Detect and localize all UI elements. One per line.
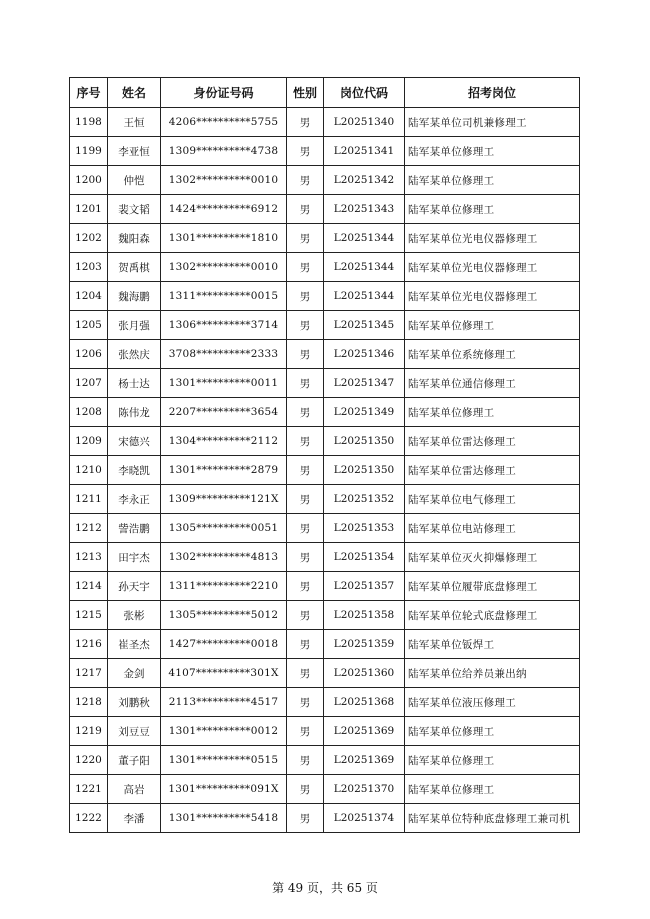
cell-name: 孙天宇 — [108, 572, 161, 601]
cell-gender: 男 — [287, 224, 324, 253]
cell-post-code: L20251350 — [324, 427, 405, 456]
cell-id-number: 2207**********3654 — [161, 398, 287, 427]
cell-id-number: 2113**********4517 — [161, 688, 287, 717]
table-row — [70, 543, 580, 572]
col-header-post-code: 岗位代码 — [324, 78, 405, 108]
table-row — [70, 456, 580, 485]
cell-gender: 男 — [287, 717, 324, 746]
table-row — [70, 282, 580, 311]
table-row — [70, 804, 580, 833]
cell-id-number: 1301**********2879 — [161, 456, 287, 485]
table-row — [70, 775, 580, 804]
cell-post-code: L20251352 — [324, 485, 405, 514]
table-row — [70, 311, 580, 340]
cell-serial: 1200 — [70, 166, 108, 195]
cell-gender: 男 — [287, 166, 324, 195]
cell-post-code: L20251344 — [324, 282, 405, 311]
table-row — [70, 688, 580, 717]
col-header-gender: 性别 — [287, 78, 324, 108]
table-row — [70, 224, 580, 253]
cell-name: 张彬 — [108, 601, 161, 630]
cell-post: 陆军某单位修理工 — [405, 137, 580, 166]
cell-post: 陆军某单位给养员兼出纳 — [405, 659, 580, 688]
cell-name: 王恒 — [108, 108, 161, 137]
cell-serial: 1217 — [70, 659, 108, 688]
cell-id-number: 1301**********0011 — [161, 369, 287, 398]
cell-name: 贺禹棋 — [108, 253, 161, 282]
cell-post: 陆军某单位液压修理工 — [405, 688, 580, 717]
cell-post-code: L20251353 — [324, 514, 405, 543]
cell-name: 李亚恒 — [108, 137, 161, 166]
cell-name: 李潘 — [108, 804, 161, 833]
cell-gender: 男 — [287, 137, 324, 166]
cell-serial: 1199 — [70, 137, 108, 166]
cell-serial: 1220 — [70, 746, 108, 775]
cell-gender: 男 — [287, 804, 324, 833]
cell-serial: 1207 — [70, 369, 108, 398]
cell-gender: 男 — [287, 311, 324, 340]
cell-serial: 1214 — [70, 572, 108, 601]
cell-gender: 男 — [287, 601, 324, 630]
cell-gender: 男 — [287, 253, 324, 282]
cell-id-number: 1302**********4813 — [161, 543, 287, 572]
cell-gender: 男 — [287, 340, 324, 369]
cell-post-code: L20251369 — [324, 717, 405, 746]
cell-post: 陆军某单位司机兼修理工 — [405, 108, 580, 137]
cell-id-number: 1309**********121X — [161, 485, 287, 514]
cell-post-code: L20251369 — [324, 746, 405, 775]
cell-id-number: 1301**********091X — [161, 775, 287, 804]
cell-post-code: L20251350 — [324, 456, 405, 485]
table-row — [70, 108, 580, 137]
cell-id-number: 1301**********5418 — [161, 804, 287, 833]
cell-post-code: L20251341 — [324, 137, 405, 166]
cell-post-code: L20251349 — [324, 398, 405, 427]
cell-id-number: 3708**********2333 — [161, 340, 287, 369]
cell-post: 陆军某单位光电仪器修理工 — [405, 224, 580, 253]
table-row — [70, 427, 580, 456]
cell-id-number: 1301**********1810 — [161, 224, 287, 253]
cell-serial: 1219 — [70, 717, 108, 746]
cell-id-number: 1301**********0012 — [161, 717, 287, 746]
table-row — [70, 630, 580, 659]
cell-post-code: L20251346 — [324, 340, 405, 369]
cell-post: 陆军某单位修理工 — [405, 398, 580, 427]
cell-serial: 1210 — [70, 456, 108, 485]
roster-table — [69, 77, 580, 833]
cell-gender: 男 — [287, 688, 324, 717]
cell-post-code: L20251344 — [324, 253, 405, 282]
cell-serial: 1212 — [70, 514, 108, 543]
cell-post: 陆军某单位通信修理工 — [405, 369, 580, 398]
cell-post: 陆军某单位电气修理工 — [405, 485, 580, 514]
cell-gender: 男 — [287, 282, 324, 311]
cell-serial: 1209 — [70, 427, 108, 456]
table-row — [70, 369, 580, 398]
cell-post-code: L20251347 — [324, 369, 405, 398]
cell-id-number: 4206**********5755 — [161, 108, 287, 137]
cell-name: 陈伟龙 — [108, 398, 161, 427]
col-header-post: 招考岗位 — [405, 78, 580, 108]
cell-post: 陆军某单位雷达修理工 — [405, 427, 580, 456]
cell-name: 訾浩鹏 — [108, 514, 161, 543]
table-row — [70, 398, 580, 427]
cell-name: 田宇杰 — [108, 543, 161, 572]
cell-gender: 男 — [287, 456, 324, 485]
cell-gender: 男 — [287, 746, 324, 775]
cell-post-code: L20251345 — [324, 311, 405, 340]
cell-serial: 1201 — [70, 195, 108, 224]
cell-serial: 1218 — [70, 688, 108, 717]
cell-gender: 男 — [287, 659, 324, 688]
cell-serial: 1211 — [70, 485, 108, 514]
table-row — [70, 601, 580, 630]
cell-post: 陆军某单位修理工 — [405, 166, 580, 195]
cell-gender: 男 — [287, 108, 324, 137]
cell-id-number: 1301**********0515 — [161, 746, 287, 775]
table-row — [70, 485, 580, 514]
table-row — [70, 659, 580, 688]
cell-post-code: L20251354 — [324, 543, 405, 572]
cell-id-number: 1305**********0051 — [161, 514, 287, 543]
cell-post: 陆军某单位特种底盘修理工兼司机 — [405, 804, 580, 833]
cell-id-number: 4107**********301X — [161, 659, 287, 688]
header-row — [70, 78, 580, 108]
cell-id-number: 1305**********5012 — [161, 601, 287, 630]
cell-name: 李晓凯 — [108, 456, 161, 485]
col-header-name: 姓名 — [108, 78, 161, 108]
table-row — [70, 253, 580, 282]
cell-post: 陆军某单位雷达修理工 — [405, 456, 580, 485]
cell-post: 陆军某单位灭火抑爆修理工 — [405, 543, 580, 572]
cell-post-code: L20251357 — [324, 572, 405, 601]
cell-serial: 1221 — [70, 775, 108, 804]
cell-name: 魏阳森 — [108, 224, 161, 253]
cell-post-code: L20251342 — [324, 166, 405, 195]
table-row — [70, 195, 580, 224]
cell-post: 陆军某单位修理工 — [405, 717, 580, 746]
cell-id-number: 1427**********0018 — [161, 630, 287, 659]
page-footer: 第 49 页，共 65 页 — [272, 881, 378, 895]
cell-name: 刘鹏秋 — [108, 688, 161, 717]
cell-post-code: L20251370 — [324, 775, 405, 804]
cell-serial: 1208 — [70, 398, 108, 427]
cell-gender: 男 — [287, 543, 324, 572]
cell-gender: 男 — [287, 572, 324, 601]
cell-id-number: 1302**********0010 — [161, 253, 287, 282]
cell-post-code: L20251340 — [324, 108, 405, 137]
col-header-serial: 序号 — [70, 78, 108, 108]
cell-serial: 1198 — [70, 108, 108, 137]
cell-post-code: L20251359 — [324, 630, 405, 659]
cell-gender: 男 — [287, 427, 324, 456]
cell-name: 仲恺 — [108, 166, 161, 195]
cell-post: 陆军某单位光电仪器修理工 — [405, 253, 580, 282]
cell-serial: 1215 — [70, 601, 108, 630]
cell-post: 陆军某单位修理工 — [405, 746, 580, 775]
cell-serial: 1204 — [70, 282, 108, 311]
cell-name: 魏海鹏 — [108, 282, 161, 311]
cell-name: 崔圣杰 — [108, 630, 161, 659]
table-row — [70, 340, 580, 369]
table-row — [70, 137, 580, 166]
table-row — [70, 166, 580, 195]
cell-name: 裴文韬 — [108, 195, 161, 224]
cell-post: 陆军某单位轮式底盘修理工 — [405, 601, 580, 630]
cell-post: 陆军某单位修理工 — [405, 775, 580, 804]
cell-name: 高岩 — [108, 775, 161, 804]
cell-name: 董子阳 — [108, 746, 161, 775]
cell-gender: 男 — [287, 398, 324, 427]
cell-post-code: L20251358 — [324, 601, 405, 630]
cell-post: 陆军某单位修理工 — [405, 311, 580, 340]
cell-post-code: L20251360 — [324, 659, 405, 688]
cell-id-number: 1302**********0010 — [161, 166, 287, 195]
cell-serial: 1216 — [70, 630, 108, 659]
table-row — [70, 514, 580, 543]
cell-post: 陆军某单位光电仪器修理工 — [405, 282, 580, 311]
roster-body — [70, 108, 580, 833]
cell-serial: 1202 — [70, 224, 108, 253]
cell-gender: 男 — [287, 775, 324, 804]
cell-id-number: 1311**********2210 — [161, 572, 287, 601]
cell-gender: 男 — [287, 485, 324, 514]
table-row — [70, 572, 580, 601]
cell-id-number: 1311**********0015 — [161, 282, 287, 311]
table-row — [70, 717, 580, 746]
cell-id-number: 1304**********2112 — [161, 427, 287, 456]
cell-post: 陆军某单位系统修理工 — [405, 340, 580, 369]
cell-name: 金剑 — [108, 659, 161, 688]
cell-gender: 男 — [287, 514, 324, 543]
cell-post-code: L20251374 — [324, 804, 405, 833]
cell-post-code: L20251344 — [324, 224, 405, 253]
cell-serial: 1206 — [70, 340, 108, 369]
cell-name: 杨士达 — [108, 369, 161, 398]
cell-post: 陆军某单位电站修理工 — [405, 514, 580, 543]
cell-name: 刘豆豆 — [108, 717, 161, 746]
cell-id-number: 1306**********3714 — [161, 311, 287, 340]
cell-post: 陆军某单位修理工 — [405, 195, 580, 224]
cell-id-number: 1424**********6912 — [161, 195, 287, 224]
cell-serial: 1213 — [70, 543, 108, 572]
cell-name: 张月强 — [108, 311, 161, 340]
cell-post-code: L20251368 — [324, 688, 405, 717]
cell-name: 宋德兴 — [108, 427, 161, 456]
cell-serial: 1205 — [70, 311, 108, 340]
cell-post: 陆军某单位履带底盘修理工 — [405, 572, 580, 601]
cell-post: 陆军某单位钣焊工 — [405, 630, 580, 659]
cell-serial: 1203 — [70, 253, 108, 282]
cell-name: 李永正 — [108, 485, 161, 514]
cell-gender: 男 — [287, 369, 324, 398]
table-row — [70, 746, 580, 775]
cell-name: 张然庆 — [108, 340, 161, 369]
cell-serial: 1222 — [70, 804, 108, 833]
cell-post-code: L20251343 — [324, 195, 405, 224]
col-header-id-number: 身份证号码 — [161, 78, 287, 108]
cell-gender: 男 — [287, 195, 324, 224]
cell-gender: 男 — [287, 630, 324, 659]
cell-id-number: 1309**********4738 — [161, 137, 287, 166]
